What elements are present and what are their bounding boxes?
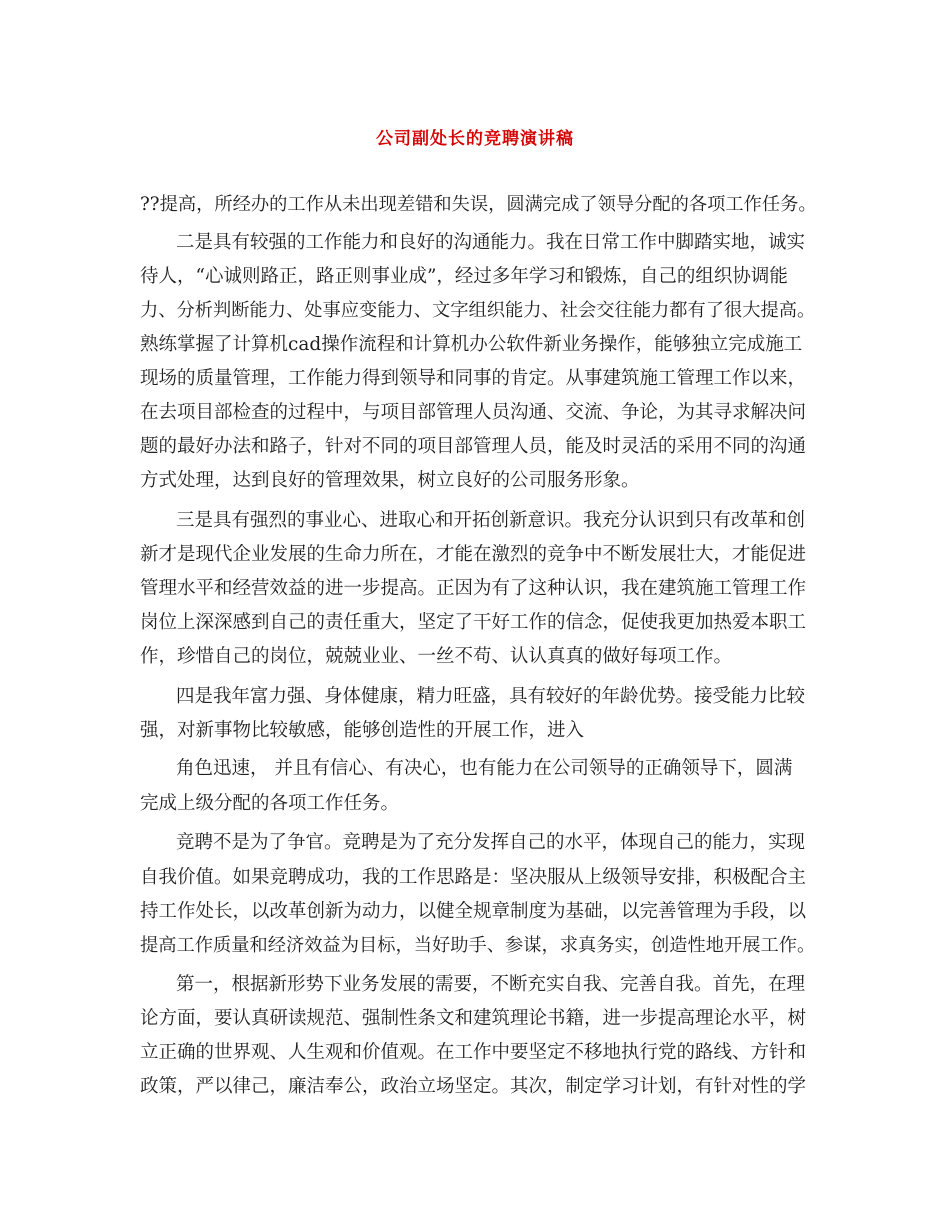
paragraph-line: 方式处理，达到良好的管理效果，树立良好的公司服务形象。 xyxy=(140,470,640,491)
paragraph-line: 管理水平和经营效益的进一步提高。正因为有了这种认识，我在建筑施工管理工作 xyxy=(140,578,807,599)
paragraph-line: 强，对新事物比较敏感，能够创造性的开展工作，进入 xyxy=(140,720,585,741)
paragraph-line: 题的最好办法和路子，针对不同的项目部管理人员，能及时灵活的采用不同的沟通 xyxy=(140,436,807,457)
paragraph-line: 提高工作质量和经济效益为目标，当好助手、参谋，求真务实，创造性地开展工作。 xyxy=(140,935,816,956)
paragraph-line: 持工作处长，以改革创新为动力，以健全规章制度为基础，以完善管理为手段，以 xyxy=(140,901,807,922)
paragraph-line: 岗位上深深感到自己的责任重大，坚定了干好工作的信念，促使我更加热爱本职工 xyxy=(140,612,807,633)
paragraph-line: 角色迅速， 并且有信心、有决心，也有能力在公司领导的正确领导下，圆满 xyxy=(176,758,793,779)
paragraph-line: 立正确的世界观、人生观和价值观。在工作中要坚定不移地执行党的路线、方针和 xyxy=(140,1042,807,1063)
paragraph-line: 熟练掌握了计算机cad操作流程和计算机办公软件新业务操作，能够独立完成施工 xyxy=(140,334,803,355)
paragraph-line: 四是我年富力强、身体健康，精力旺盛，具有较好的年龄优势。接受能力比较 xyxy=(176,686,806,707)
paragraph-line: 待人，“心诚则路正，路正则事业成”，经过多年学习和锻炼，自己的组织协调能 xyxy=(140,266,788,287)
paragraph-line: 新才是现代企业发展的生命力所在，才能在激烈的竞争中不断发展壮大，才能促进 xyxy=(140,544,807,565)
paragraph-line: 完成上级分配的各项工作任务。 xyxy=(140,793,400,814)
paragraph-line: 自我价值。如果竞聘成功，我的工作思路是：坚决服从上级领导安排，积极配合主 xyxy=(140,867,807,888)
paragraph-line: 政策，严以律己，廉洁奉公，政治立场坚定。其次，制定学习计划，有针对性的学 xyxy=(140,1076,807,1097)
paragraph-line: 作，珍惜自己的岗位，兢兢业业、一丝不苟、认认真真的做好每项工作。 xyxy=(140,646,733,667)
paragraph-line: 论方面，要认真研读规范、强制性条文和建筑理论书籍，进一步提高理论水平，树 xyxy=(140,1008,807,1029)
paragraph-line: 在去项目部检查的过程中，与项目部管理人员沟通、交流、争论，为其寻求解决问 xyxy=(140,402,807,423)
paragraph-line: 二是具有较强的工作能力和良好的沟通能力。我在日常工作中脚踏实地，诚实 xyxy=(176,232,806,253)
paragraph-line: 第一，根据新形势下业务发展的需要，不断充实自我、完善自我。首先，在理 xyxy=(176,974,806,995)
paragraph-line: ??提高，所经办的工作从未出现差错和失误，圆满完成了领导分配的各项工作任务。 xyxy=(140,194,817,215)
paragraph-line: 力、分析判断能力、处事应变能力、文字组织能力、社会交往能力都有了很大提高。 xyxy=(140,300,816,321)
paragraph-line: 三是具有强烈的事业心、进取心和开拓创新意识。我充分认识到只有改革和创 xyxy=(176,510,806,531)
paragraph-line: 现场的质量管理，工作能力得到领导和同事的肯定。从事建筑施工管理工作以来， xyxy=(140,368,807,389)
paragraph-line: 竞聘不是为了争官。竞聘是为了充分发挥自己的水平，体现自己的能力，实现 xyxy=(176,832,806,853)
document-title: 公司副处长的竞聘演讲稿 xyxy=(376,129,574,149)
